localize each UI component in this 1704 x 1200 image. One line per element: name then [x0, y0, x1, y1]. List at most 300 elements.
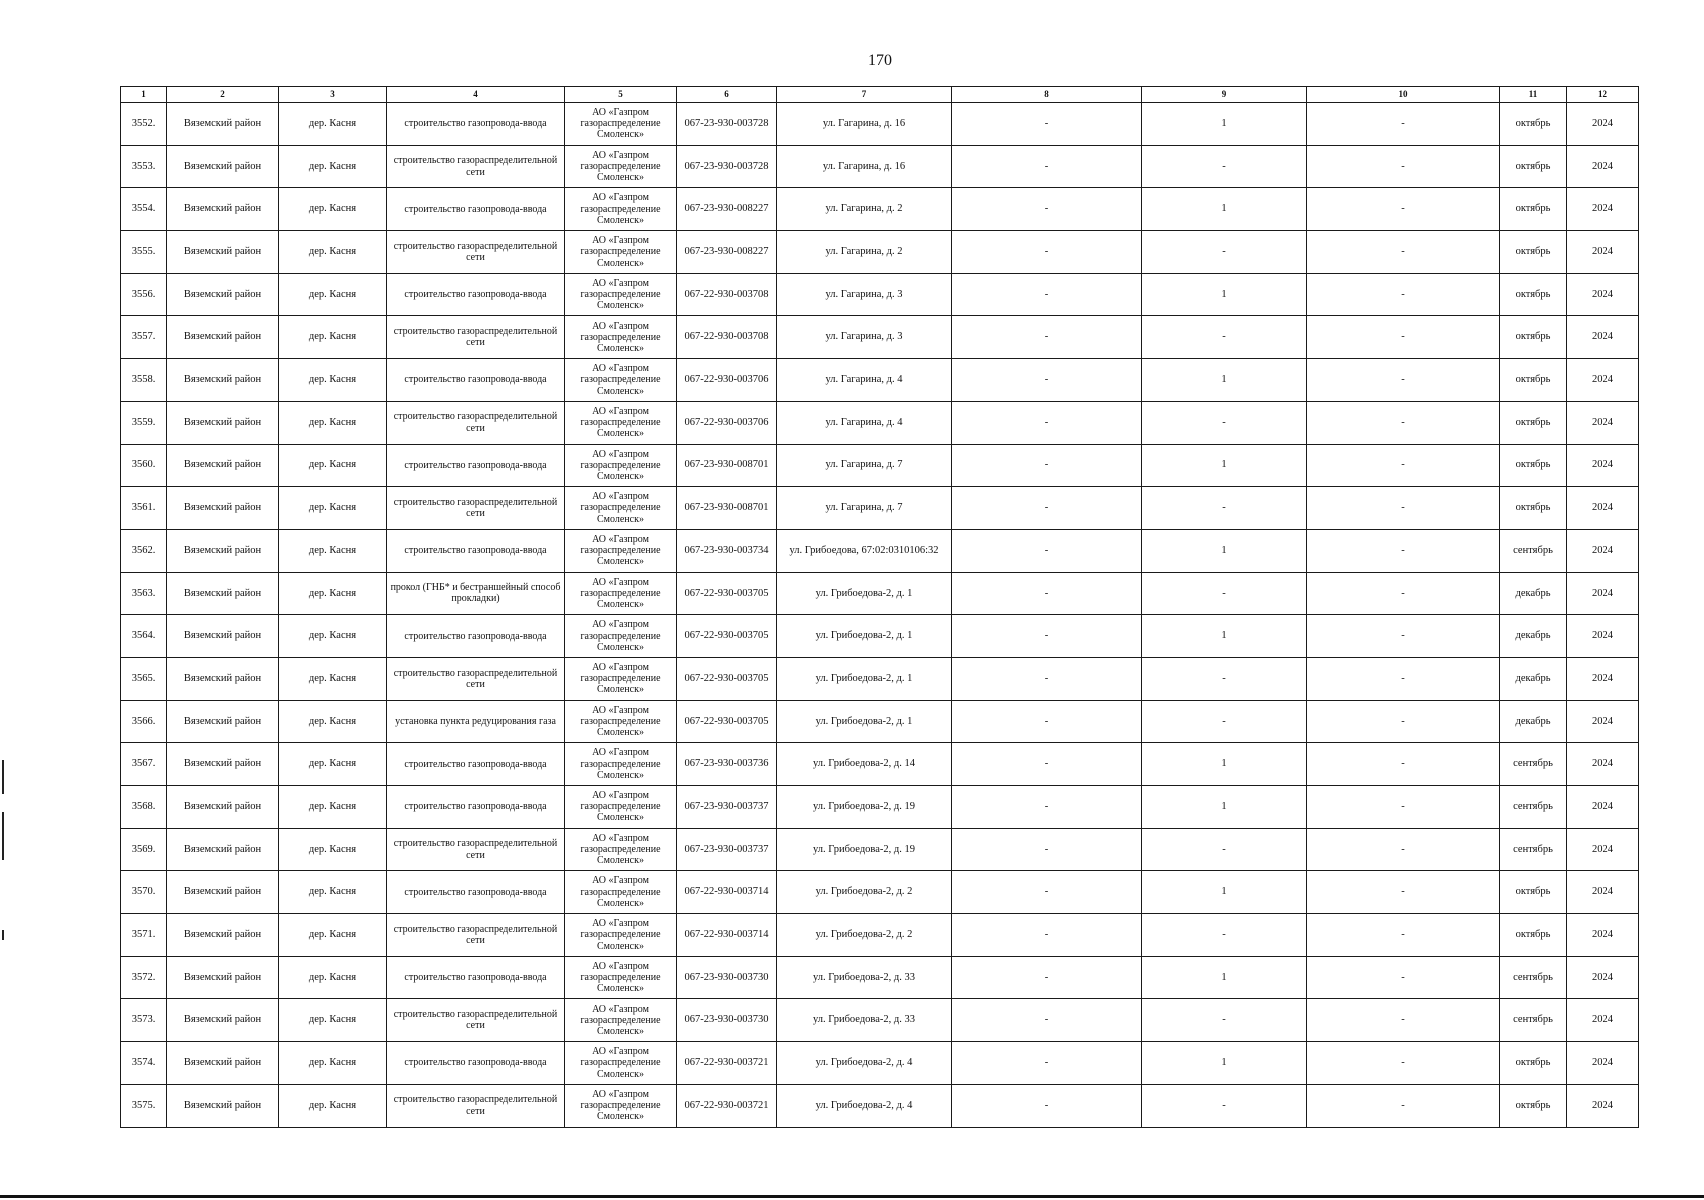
- column-8-cell: -: [952, 359, 1142, 402]
- works-cell: строительство газопровода-ввода: [387, 444, 565, 487]
- table-row: [121, 871, 1639, 914]
- organization-cell: АО «Газпром газораспределение Смоленск»: [565, 401, 677, 444]
- page-number: 170: [868, 52, 892, 69]
- row-number: 3573.: [121, 999, 167, 1042]
- column-9-cell: 1: [1142, 359, 1307, 402]
- works-cell: строительство газопровода-ввода: [387, 529, 565, 572]
- works-cell: строительство газопровода-ввода: [387, 786, 565, 829]
- organization-cell: АО «Газпром газораспределение Смоленск»: [565, 657, 677, 700]
- works-cell: строительство газораспределительной сети: [387, 999, 565, 1042]
- column-9-cell: -: [1142, 700, 1307, 743]
- row-number: 3553.: [121, 145, 167, 188]
- column-10-cell: -: [1307, 401, 1500, 444]
- month-cell: октябрь: [1500, 1084, 1567, 1127]
- settlement-cell: дер. Касня: [279, 871, 387, 914]
- column-10-cell: -: [1307, 359, 1500, 402]
- address-cell: ул. Грибоедова-2, д. 2: [777, 871, 952, 914]
- code-cell: 067-23-930-003728: [677, 103, 777, 146]
- table-row: [121, 1042, 1639, 1085]
- district-cell: Вяземский район: [167, 316, 279, 359]
- district-cell: Вяземский район: [167, 700, 279, 743]
- district-cell: Вяземский район: [167, 1084, 279, 1127]
- column-9-cell: -: [1142, 572, 1307, 615]
- column-9-cell: -: [1142, 1084, 1307, 1127]
- month-cell: сентябрь: [1500, 529, 1567, 572]
- organization-cell: АО «Газпром газораспределение Смоленск»: [565, 487, 677, 530]
- scan-edge-mark: [2, 760, 4, 794]
- year-cell: 2024: [1567, 529, 1639, 572]
- address-cell: ул. Грибоедова-2, д. 14: [777, 743, 952, 786]
- year-cell: 2024: [1567, 871, 1639, 914]
- settlement-cell: дер. Касня: [279, 786, 387, 829]
- district-cell: Вяземский район: [167, 657, 279, 700]
- column-9-cell: 1: [1142, 529, 1307, 572]
- settlement-cell: дер. Касня: [279, 615, 387, 658]
- column-9-cell: -: [1142, 828, 1307, 871]
- column-8-cell: -: [952, 316, 1142, 359]
- column-8-cell: -: [952, 956, 1142, 999]
- column-header: 1: [121, 87, 167, 103]
- code-cell: 067-22-930-003705: [677, 572, 777, 615]
- settlement-cell: дер. Касня: [279, 231, 387, 274]
- month-cell: сентябрь: [1500, 828, 1567, 871]
- column-9-cell: 1: [1142, 786, 1307, 829]
- column-10-cell: -: [1307, 786, 1500, 829]
- column-8-cell: -: [952, 786, 1142, 829]
- row-number: 3556.: [121, 273, 167, 316]
- district-cell: Вяземский район: [167, 188, 279, 231]
- row-number: 3562.: [121, 529, 167, 572]
- organization-cell: АО «Газпром газораспределение Смоленск»: [565, 188, 677, 231]
- column-10-cell: -: [1307, 444, 1500, 487]
- column-9-cell: -: [1142, 657, 1307, 700]
- address-cell: ул. Грибоедова, 67:02:0310106:32: [777, 529, 952, 572]
- district-cell: Вяземский район: [167, 487, 279, 530]
- column-8-cell: -: [952, 231, 1142, 274]
- year-cell: 2024: [1567, 444, 1639, 487]
- table-row: [121, 145, 1639, 188]
- organization-cell: АО «Газпром газораспределение Смоленск»: [565, 700, 677, 743]
- address-cell: ул. Грибоедова-2, д. 1: [777, 700, 952, 743]
- settlement-cell: дер. Касня: [279, 743, 387, 786]
- address-cell: ул. Гагарина, д. 7: [777, 444, 952, 487]
- table-row: [121, 188, 1639, 231]
- column-10-cell: -: [1307, 103, 1500, 146]
- organization-cell: АО «Газпром газораспределение Смоленск»: [565, 1042, 677, 1085]
- address-cell: ул. Гагарина, д. 3: [777, 273, 952, 316]
- district-cell: Вяземский район: [167, 871, 279, 914]
- organization-cell: АО «Газпром газораспределение Смоленск»: [565, 786, 677, 829]
- address-cell: ул. Грибоедова-2, д. 1: [777, 657, 952, 700]
- settlement-cell: дер. Касня: [279, 444, 387, 487]
- column-10-cell: -: [1307, 1084, 1500, 1127]
- column-10-cell: -: [1307, 657, 1500, 700]
- works-cell: строительство газораспределительной сети: [387, 1084, 565, 1127]
- settlement-cell: дер. Касня: [279, 188, 387, 231]
- table-row: [121, 572, 1639, 615]
- district-cell: Вяземский район: [167, 914, 279, 957]
- table-row: [121, 401, 1639, 444]
- month-cell: декабрь: [1500, 700, 1567, 743]
- settlement-cell: дер. Касня: [279, 956, 387, 999]
- table-row: [121, 529, 1639, 572]
- column-8-cell: -: [952, 1084, 1142, 1127]
- district-cell: Вяземский район: [167, 956, 279, 999]
- month-cell: октябрь: [1500, 914, 1567, 957]
- column-10-cell: -: [1307, 188, 1500, 231]
- column-8-cell: -: [952, 444, 1142, 487]
- column-8-cell: -: [952, 103, 1142, 146]
- organization-cell: АО «Газпром газораспределение Смоленск»: [565, 743, 677, 786]
- code-cell: 067-23-930-008227: [677, 231, 777, 274]
- settlement-cell: дер. Касня: [279, 914, 387, 957]
- column-header: 9: [1142, 87, 1307, 103]
- column-8-cell: -: [952, 188, 1142, 231]
- month-cell: сентябрь: [1500, 743, 1567, 786]
- code-cell: 067-22-930-003705: [677, 615, 777, 658]
- row-number: 3571.: [121, 914, 167, 957]
- district-cell: Вяземский район: [167, 359, 279, 402]
- column-10-cell: -: [1307, 316, 1500, 359]
- row-number: 3565.: [121, 657, 167, 700]
- column-9-cell: 1: [1142, 273, 1307, 316]
- column-9-cell: -: [1142, 487, 1307, 530]
- organization-cell: АО «Газпром газораспределение Смоленск»: [565, 615, 677, 658]
- address-cell: ул. Грибоедова-2, д. 2: [777, 914, 952, 957]
- year-cell: 2024: [1567, 657, 1639, 700]
- works-cell: строительство газопровода-ввода: [387, 188, 565, 231]
- code-cell: 067-23-930-003737: [677, 786, 777, 829]
- district-cell: Вяземский район: [167, 103, 279, 146]
- works-cell: строительство газораспределительной сети: [387, 914, 565, 957]
- month-cell: октябрь: [1500, 871, 1567, 914]
- row-number: 3555.: [121, 231, 167, 274]
- column-9-cell: -: [1142, 231, 1307, 274]
- works-cell: строительство газопровода-ввода: [387, 743, 565, 786]
- column-header: 11: [1500, 87, 1567, 103]
- column-10-cell: -: [1307, 145, 1500, 188]
- works-cell: строительство газопровода-ввода: [387, 871, 565, 914]
- month-cell: октябрь: [1500, 188, 1567, 231]
- organization-cell: АО «Газпром газораспределение Смоленск»: [565, 529, 677, 572]
- column-8-cell: -: [952, 828, 1142, 871]
- month-cell: октябрь: [1500, 1042, 1567, 1085]
- settlement-cell: дер. Касня: [279, 700, 387, 743]
- column-8-cell: -: [952, 657, 1142, 700]
- year-cell: 2024: [1567, 572, 1639, 615]
- column-10-cell: -: [1307, 999, 1500, 1042]
- address-cell: ул. Гагарина, д. 7: [777, 487, 952, 530]
- code-cell: 067-23-930-003730: [677, 999, 777, 1042]
- column-9-cell: 1: [1142, 444, 1307, 487]
- settlement-cell: дер. Касня: [279, 273, 387, 316]
- code-cell: 067-23-930-008701: [677, 444, 777, 487]
- organization-cell: АО «Газпром газораспределение Смоленск»: [565, 828, 677, 871]
- district-cell: Вяземский район: [167, 828, 279, 871]
- month-cell: сентябрь: [1500, 999, 1567, 1042]
- table-row: [121, 273, 1639, 316]
- column-9-cell: -: [1142, 145, 1307, 188]
- row-number: 3575.: [121, 1084, 167, 1127]
- year-cell: 2024: [1567, 401, 1639, 444]
- column-10-cell: -: [1307, 231, 1500, 274]
- column-header: 8: [952, 87, 1142, 103]
- column-10-cell: -: [1307, 700, 1500, 743]
- district-cell: Вяземский район: [167, 231, 279, 274]
- code-cell: 067-23-930-003730: [677, 956, 777, 999]
- row-number: 3552.: [121, 103, 167, 146]
- district-cell: Вяземский район: [167, 273, 279, 316]
- month-cell: декабрь: [1500, 572, 1567, 615]
- address-cell: ул. Грибоедова-2, д. 33: [777, 999, 952, 1042]
- column-9-cell: -: [1142, 914, 1307, 957]
- column-9-cell: 1: [1142, 103, 1307, 146]
- table-row: [121, 1084, 1639, 1127]
- column-9-cell: 1: [1142, 1042, 1307, 1085]
- organization-cell: АО «Газпром газораспределение Смоленск»: [565, 273, 677, 316]
- year-cell: 2024: [1567, 487, 1639, 530]
- code-cell: 067-22-930-003714: [677, 914, 777, 957]
- settlement-cell: дер. Касня: [279, 487, 387, 530]
- address-cell: ул. Гагарина, д. 16: [777, 103, 952, 146]
- column-10-cell: -: [1307, 956, 1500, 999]
- table-row: [121, 359, 1639, 402]
- table-header: [121, 87, 1639, 103]
- code-cell: 067-23-930-008701: [677, 487, 777, 530]
- code-cell: 067-23-930-008227: [677, 188, 777, 231]
- row-number: 3568.: [121, 786, 167, 829]
- address-cell: ул. Гагарина, д. 16: [777, 145, 952, 188]
- table-row: [121, 786, 1639, 829]
- month-cell: октябрь: [1500, 103, 1567, 146]
- code-cell: 067-22-930-003708: [677, 316, 777, 359]
- works-cell: строительство газораспределительной сети: [387, 316, 565, 359]
- organization-cell: АО «Газпром газораспределение Смоленск»: [565, 145, 677, 188]
- organization-cell: АО «Газпром газораспределение Смоленск»: [565, 572, 677, 615]
- works-cell: строительство газораспределительной сети: [387, 828, 565, 871]
- column-header: 6: [677, 87, 777, 103]
- works-cell: строительство газопровода-ввода: [387, 1042, 565, 1085]
- column-10-cell: -: [1307, 273, 1500, 316]
- year-cell: 2024: [1567, 273, 1639, 316]
- column-10-cell: -: [1307, 828, 1500, 871]
- works-cell: строительство газораспределительной сети: [387, 401, 565, 444]
- row-number: 3564.: [121, 615, 167, 658]
- organization-cell: АО «Газпром газораспределение Смоленск»: [565, 999, 677, 1042]
- year-cell: 2024: [1567, 231, 1639, 274]
- code-cell: 067-22-930-003721: [677, 1042, 777, 1085]
- column-9-cell: 1: [1142, 615, 1307, 658]
- row-number: 3569.: [121, 828, 167, 871]
- district-cell: Вяземский район: [167, 444, 279, 487]
- year-cell: 2024: [1567, 828, 1639, 871]
- code-cell: 067-22-930-003721: [677, 1084, 777, 1127]
- column-header: 4: [387, 87, 565, 103]
- column-10-cell: -: [1307, 743, 1500, 786]
- code-cell: 067-22-930-003705: [677, 657, 777, 700]
- address-cell: ул. Грибоедова-2, д. 4: [777, 1084, 952, 1127]
- row-number: 3560.: [121, 444, 167, 487]
- organization-cell: АО «Газпром газораспределение Смоленск»: [565, 103, 677, 146]
- column-header: 2: [167, 87, 279, 103]
- address-cell: ул. Грибоедова-2, д. 1: [777, 572, 952, 615]
- address-cell: ул. Грибоедова-2, д. 1: [777, 615, 952, 658]
- table-row: [121, 956, 1639, 999]
- district-cell: Вяземский район: [167, 401, 279, 444]
- column-8-cell: -: [952, 273, 1142, 316]
- month-cell: октябрь: [1500, 359, 1567, 402]
- district-cell: Вяземский район: [167, 786, 279, 829]
- address-cell: ул. Гагарина, д. 2: [777, 188, 952, 231]
- address-cell: ул. Гагарина, д. 4: [777, 359, 952, 402]
- works-cell: строительство газораспределительной сети: [387, 145, 565, 188]
- column-header: 12: [1567, 87, 1639, 103]
- column-header: 3: [279, 87, 387, 103]
- month-cell: октябрь: [1500, 273, 1567, 316]
- address-cell: ул. Грибоедова-2, д. 4: [777, 1042, 952, 1085]
- month-cell: октябрь: [1500, 401, 1567, 444]
- works-cell: установка пункта редуцирования газа: [387, 700, 565, 743]
- district-cell: Вяземский район: [167, 145, 279, 188]
- row-number: 3570.: [121, 871, 167, 914]
- row-number: 3567.: [121, 743, 167, 786]
- column-9-cell: -: [1142, 316, 1307, 359]
- table-row: [121, 615, 1639, 658]
- district-cell: Вяземский район: [167, 572, 279, 615]
- year-cell: 2024: [1567, 316, 1639, 359]
- table-row: [121, 657, 1639, 700]
- table-row: [121, 914, 1639, 957]
- code-cell: 067-22-930-003705: [677, 700, 777, 743]
- works-cell: строительство газораспределительной сети: [387, 487, 565, 530]
- year-cell: 2024: [1567, 1084, 1639, 1127]
- month-cell: октябрь: [1500, 316, 1567, 359]
- column-9-cell: 1: [1142, 956, 1307, 999]
- row-number: 3559.: [121, 401, 167, 444]
- column-10-cell: -: [1307, 572, 1500, 615]
- year-cell: 2024: [1567, 743, 1639, 786]
- column-header: 7: [777, 87, 952, 103]
- column-10-cell: -: [1307, 615, 1500, 658]
- registry-table: [120, 86, 1639, 1128]
- district-cell: Вяземский район: [167, 999, 279, 1042]
- column-8-cell: -: [952, 700, 1142, 743]
- column-8-cell: -: [952, 999, 1142, 1042]
- table-row: [121, 444, 1639, 487]
- column-8-cell: -: [952, 401, 1142, 444]
- code-cell: 067-22-930-003706: [677, 401, 777, 444]
- month-cell: декабрь: [1500, 657, 1567, 700]
- address-cell: ул. Гагарина, д. 3: [777, 316, 952, 359]
- column-9-cell: 1: [1142, 871, 1307, 914]
- row-number: 3563.: [121, 572, 167, 615]
- year-cell: 2024: [1567, 103, 1639, 146]
- column-9-cell: -: [1142, 401, 1307, 444]
- code-cell: 067-23-930-003737: [677, 828, 777, 871]
- settlement-cell: дер. Касня: [279, 1084, 387, 1127]
- works-cell: строительство газораспределительной сети: [387, 231, 565, 274]
- year-cell: 2024: [1567, 914, 1639, 957]
- settlement-cell: дер. Касня: [279, 103, 387, 146]
- code-cell: 067-23-930-003734: [677, 529, 777, 572]
- settlement-cell: дер. Касня: [279, 316, 387, 359]
- year-cell: 2024: [1567, 1042, 1639, 1085]
- settlement-cell: дер. Касня: [279, 145, 387, 188]
- column-9-cell: 1: [1142, 743, 1307, 786]
- column-header: 10: [1307, 87, 1500, 103]
- year-cell: 2024: [1567, 145, 1639, 188]
- settlement-cell: дер. Касня: [279, 572, 387, 615]
- year-cell: 2024: [1567, 359, 1639, 402]
- settlement-cell: дер. Касня: [279, 828, 387, 871]
- month-cell: сентябрь: [1500, 956, 1567, 999]
- address-cell: ул. Гагарина, д. 2: [777, 231, 952, 274]
- scan-edge-mark: [2, 930, 4, 940]
- table-row: [121, 316, 1639, 359]
- code-cell: 067-22-930-003708: [677, 273, 777, 316]
- code-cell: 067-22-930-003706: [677, 359, 777, 402]
- settlement-cell: дер. Касня: [279, 359, 387, 402]
- row-number: 3572.: [121, 956, 167, 999]
- column-8-cell: -: [952, 743, 1142, 786]
- district-cell: Вяземский район: [167, 529, 279, 572]
- organization-cell: АО «Газпром газораспределение Смоленск»: [565, 359, 677, 402]
- district-cell: Вяземский район: [167, 1042, 279, 1085]
- works-cell: строительство газопровода-ввода: [387, 956, 565, 999]
- code-cell: 067-23-930-003736: [677, 743, 777, 786]
- organization-cell: АО «Газпром газораспределение Смоленск»: [565, 316, 677, 359]
- header-row: [121, 87, 1639, 103]
- column-8-cell: -: [952, 615, 1142, 658]
- month-cell: октябрь: [1500, 145, 1567, 188]
- year-cell: 2024: [1567, 700, 1639, 743]
- column-8-cell: -: [952, 145, 1142, 188]
- month-cell: октябрь: [1500, 444, 1567, 487]
- organization-cell: АО «Газпром газораспределение Смоленск»: [565, 1084, 677, 1127]
- table-row: [121, 487, 1639, 530]
- column-9-cell: 1: [1142, 188, 1307, 231]
- table-row: [121, 999, 1639, 1042]
- column-8-cell: -: [952, 1042, 1142, 1085]
- month-cell: декабрь: [1500, 615, 1567, 658]
- settlement-cell: дер. Касня: [279, 1042, 387, 1085]
- works-cell: строительство газопровода-ввода: [387, 615, 565, 658]
- district-cell: Вяземский район: [167, 615, 279, 658]
- month-cell: сентябрь: [1500, 786, 1567, 829]
- column-10-cell: -: [1307, 529, 1500, 572]
- table-row: [121, 828, 1639, 871]
- organization-cell: АО «Газпром газораспределение Смоленск»: [565, 231, 677, 274]
- works-cell: строительство газораспределительной сети: [387, 657, 565, 700]
- works-cell: строительство газопровода-ввода: [387, 273, 565, 316]
- row-number: 3557.: [121, 316, 167, 359]
- settlement-cell: дер. Касня: [279, 999, 387, 1042]
- column-9-cell: -: [1142, 999, 1307, 1042]
- month-cell: октябрь: [1500, 487, 1567, 530]
- table-row: [121, 700, 1639, 743]
- works-cell: строительство газопровода-ввода: [387, 103, 565, 146]
- year-cell: 2024: [1567, 786, 1639, 829]
- row-number: 3574.: [121, 1042, 167, 1085]
- row-number: 3558.: [121, 359, 167, 402]
- column-10-cell: -: [1307, 1042, 1500, 1085]
- column-8-cell: -: [952, 914, 1142, 957]
- settlement-cell: дер. Касня: [279, 529, 387, 572]
- address-cell: ул. Грибоедова-2, д. 19: [777, 786, 952, 829]
- year-cell: 2024: [1567, 956, 1639, 999]
- settlement-cell: дер. Касня: [279, 657, 387, 700]
- bottom-rule: [0, 1195, 1704, 1198]
